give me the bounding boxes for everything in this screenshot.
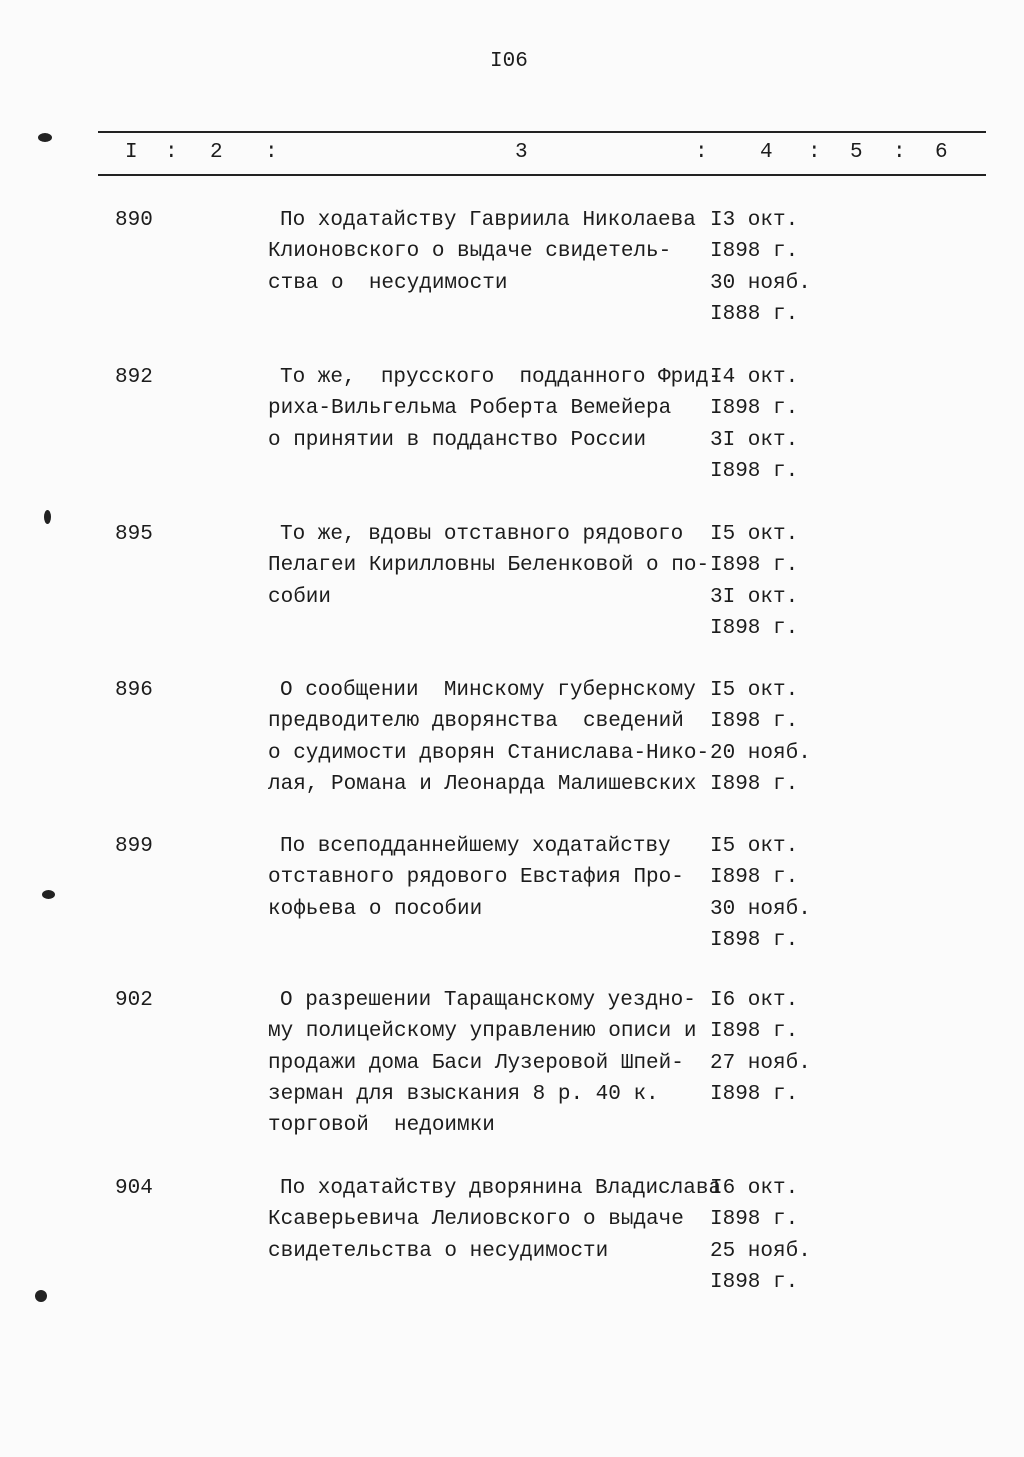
- entry-dates: [710, 1173, 811, 1298]
- col-header-4: 4: [760, 141, 773, 164]
- date-line: I898 г.: [710, 1208, 799, 1232]
- description-line: риха-Вильгельма Роберта Вемейера: [268, 397, 672, 421]
- description-line: Клионовского о выдаче свидетель-: [268, 240, 672, 264]
- date-line: I4 окт.: [710, 366, 799, 389]
- col-separator: :: [265, 141, 278, 164]
- description-line: Пелагеи Кирилловны Беленковой о по-: [268, 554, 710, 578]
- entry-number: 892: [115, 366, 153, 389]
- date-line: I5 окт.: [710, 679, 799, 702]
- description-line: свидетельства о несудимости: [268, 1239, 609, 1263]
- date-line: 30 нояб.: [710, 897, 811, 921]
- date-line: I898 г.: [710, 616, 799, 640]
- description-line: По всеподданнейшему ходатайству: [280, 835, 671, 858]
- description-line: ства о несудимости: [268, 271, 508, 295]
- date-line: 3I окт.: [710, 585, 799, 609]
- description-line: О разрешении Таращанскому уездно-: [280, 989, 696, 1012]
- entry-dates: [710, 675, 811, 800]
- description-line: предводителю дворянства сведений: [268, 710, 684, 734]
- description-line: торговой недоимки: [268, 1114, 495, 1138]
- entry-dates: [710, 985, 811, 1110]
- col-header-5: 5: [850, 141, 863, 164]
- date-line: I3 окт.: [710, 209, 799, 232]
- entry-description: [268, 362, 721, 456]
- entry-description: [268, 985, 696, 1141]
- description-line: То же, прусского подданного Фрид-: [280, 366, 722, 389]
- date-line: I5 окт.: [710, 523, 799, 546]
- punch-mark: [35, 1290, 47, 1302]
- description-line: О сообщении Минскому губернскому: [280, 679, 696, 702]
- entry-description: [268, 675, 709, 800]
- entry-description: [268, 205, 696, 299]
- page-number: I06: [490, 50, 528, 73]
- date-line: 27 нояб.: [710, 1051, 811, 1075]
- entry-description: [268, 519, 709, 613]
- description-line: му полицейскому управлению описи и: [268, 1020, 697, 1044]
- punch-mark: [44, 510, 51, 524]
- date-line: I898 г.: [710, 554, 799, 578]
- punch-mark: [38, 133, 52, 142]
- description-line: собии: [268, 585, 332, 609]
- date-line: I5 окт.: [710, 835, 799, 858]
- date-line: I6 окт.: [710, 1177, 799, 1200]
- description-line: отставного рядового Евстафия Про-: [268, 866, 684, 890]
- entry-description: [268, 831, 684, 925]
- entry-number: 902: [115, 989, 153, 1012]
- col-header-6: 6: [935, 141, 948, 164]
- date-line: 25 нояб.: [710, 1239, 811, 1263]
- description-line: продажи дома Баси Лузеровой Шпей-: [268, 1051, 684, 1075]
- date-line: I898 г.: [710, 1082, 799, 1106]
- date-line: I6 окт.: [710, 989, 799, 1012]
- date-line: I898 г.: [710, 459, 799, 483]
- header-top-rule: [98, 131, 986, 133]
- date-line: 20 нояб.: [710, 741, 811, 765]
- date-line: I898 г.: [710, 240, 799, 264]
- description-line: Ксаверьевича Лелиовского о выдаче: [268, 1208, 684, 1232]
- entry-dates: [710, 519, 798, 644]
- col-header-1: I: [125, 141, 138, 164]
- col-separator: :: [165, 141, 178, 164]
- description-line: То же, вдовы отставного рядового: [280, 523, 684, 546]
- date-line: 30 нояб.: [710, 271, 811, 295]
- entry-number: 890: [115, 209, 153, 232]
- entry-description: [268, 1173, 721, 1267]
- description-line: о принятии в подданство России: [268, 428, 647, 452]
- date-line: I898 г.: [710, 710, 799, 734]
- date-line: I898 г.: [710, 1020, 799, 1044]
- description-line: зерман для взыскания 8 р. 40 к.: [268, 1082, 659, 1106]
- col-header-3: 3: [515, 141, 528, 164]
- description-line: По ходатайству дворянина Владислава: [280, 1177, 722, 1200]
- date-line: I888 г.: [710, 302, 799, 326]
- entry-number: 899: [115, 835, 153, 858]
- description-line: кофьева о пособии: [268, 897, 483, 921]
- date-line: I898 г.: [710, 772, 799, 796]
- date-line: I898 г.: [710, 928, 799, 952]
- col-separator: :: [808, 141, 821, 164]
- entry-number: 895: [115, 523, 153, 546]
- entry-dates: [710, 362, 798, 487]
- date-line: I898 г.: [710, 397, 799, 421]
- entry-number: 896: [115, 679, 153, 702]
- col-separator: :: [893, 141, 906, 164]
- col-separator: :: [695, 141, 708, 164]
- header-bottom-rule: [98, 174, 986, 176]
- description-line: лая, Романа и Леонарда Малишевских: [268, 772, 697, 796]
- entry-dates: [710, 831, 811, 956]
- punch-mark: [42, 890, 55, 899]
- description-line: о судимости дворян Станислава-Нико-: [268, 741, 710, 765]
- date-line: 3I окт.: [710, 428, 799, 452]
- entry-number: 904: [115, 1177, 153, 1200]
- col-header-2: 2: [210, 141, 223, 164]
- date-line: I898 г.: [710, 1270, 799, 1294]
- date-line: I898 г.: [710, 866, 799, 890]
- description-line: По ходатайству Гавриила Николаева: [280, 209, 696, 232]
- entry-dates: [710, 205, 811, 330]
